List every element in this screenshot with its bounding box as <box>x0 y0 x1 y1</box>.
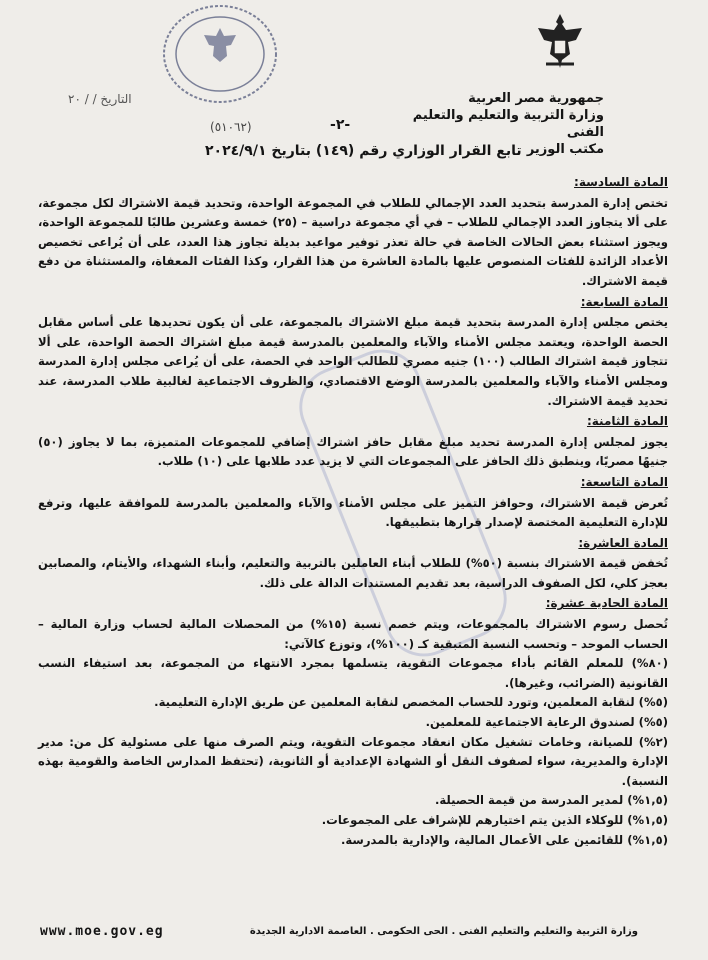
articles-body <box>38 172 668 850</box>
reference-code: (٥١٠٦٢) <box>210 120 252 134</box>
article-paragraph: يختص مجلس إدارة المدرسة بتحديد قيمة مبلغ الاشتراك بالمجموعة، على أن يكون تحديدها على أساس مقابل الحصة الواحدة، ويعتمد مجلس الأمناء والآباء والمعلمين بالمدرسة قيمة مبلغ اشتراك الحصة الواحدة، على ألا تتجاوز قيمة اشتراك الطالب (١٠٠) جنيه مصري للطالب الواحد في الحصة، على أن يُراعى مجلس إدارة المدرسة ومجلس الأمناء والآباء والمعلمين بالمدرسة الوضع الاقتصادي، والظروف الاجتماعية لغالبية طلاب المدرسة، عند تحديد قيمة الاشتراك. <box>38 315 668 408</box>
article-heading: المادة التاسعة: <box>580 474 668 489</box>
decree-title: تابع القرار الوزاري رقم (١٤٩) بتاريخ ٢٠٢٤/٩/١ <box>205 143 522 159</box>
date-field: التاريخ / / ٢٠ <box>68 92 132 106</box>
website-link[interactable]: www.moe.gov.eg <box>40 924 164 939</box>
article-paragraph: تُخفض قيمة الاشتراك بنسبة (٥٠%) للطلاب أبناء العاملين بالتربية والتعليم، وأبناء الشهداء، والأيتام، والمصابين بعجز كلي، لكل الصفوف الدراسية، بعد تقديم المستندات الدالة على ذلك. <box>38 556 668 590</box>
article-heading: المادة السابعة: <box>580 294 668 309</box>
article-paragraph: تُحصل رسوم الاشتراك بالمجموعات، ويتم خصم نسبة (١٥%) من المحصلات المالية لحساب وزارة المالية – الحساب الموحد – وتحسب النسبة المتبقية كـ (١٠٠%)، وتوزع كالآتي: <box>38 617 668 651</box>
distribution-item: (٨٠%) للمعلم القائم بأداء مجموعات التقوية، يتسلمها بمجرد الانتهاء من المجموعة، بعد استيفاء النسب القانونية (الضرائب، وغيرها). <box>38 656 668 690</box>
office-name: مكتب الوزير <box>526 142 604 157</box>
page-footer <box>40 924 638 946</box>
article-heading: المادة السادسة: <box>574 175 668 189</box>
page-number: -٢- <box>330 117 351 133</box>
article-heading: المادة الثامنة: <box>586 414 668 429</box>
ministry-address: وزارة التربية والتعليم والتعليم الفنى . الحى الحكومى . العاصمة الادارية الجديدة <box>249 926 638 937</box>
article-heading: المادة العاشرة: <box>578 535 668 550</box>
article-heading: المادة الحادية عشرة: <box>545 596 668 611</box>
official-seal-icon <box>160 2 280 112</box>
distribution-item: (٢%) للصيانة، وخامات تشغيل مكان انعقاد مجموعات التقوية، ويتم الصرف منها على مسئولية كل من: مدير الإدارة والمديرية، سواء لصفوف النقل أو الشهادة الإعدادية أو الثانوية، (تحتفظ المدارس الخاصة والقومية بهذه النسبة). <box>38 734 668 788</box>
distribution-item: (١,٥%) للقائمين على الأعمال المالية، والإدارية بالمدرسة. <box>341 832 668 847</box>
ministry-name: وزارة التربية والتعليم والتعليم الفنى <box>412 108 604 140</box>
distribution-item: (١,٥%) للوكلاء الذين يتم اختيارهم للإشراف على المجموعات. <box>321 813 668 827</box>
distribution-item: (٥%) لصندوق الرعاية الاجتماعية للمعلمين. <box>425 715 668 730</box>
eagle-crest-icon <box>532 10 588 72</box>
distribution-item: (٥%) لنقابة المعلمين، وتورد للحساب المخصص لنقابة المعلمين عن طريق الإدارة التعليمية. <box>154 695 668 710</box>
republic-name: جمهورية مصر العربية <box>468 91 604 106</box>
article-paragraph: تختص إدارة المدرسة بتحديد العدد الإجمالي للطلاب في المجموعة الواحدة، وتحديد قيمة الاشتراك لكل مجموعة، على ألا يتجاوز العدد الإجمالي للطلاب – في أي مجموعة دراسية – (٢٥) خمسة وعشرين طالبًا للمجموعة الواحدة، ويجوز استثناء بعض الحالات الخاصة في حالة تعذر توفير مواعيد بديلة تجاوز هذا العدد، على أن يُراعى تخصيص الأعداد الزائدة للفئات المنصوص عليها بالمادة العاشرة من هذا القرار، وكذا الفئات المعفاة، والمستثناة من دفع قيمة الاشتراك. <box>38 195 668 288</box>
article-paragraph: تُعرض قيمة الاشتراك، وحوافز التميز على مجلس الأمناء والآباء والمعلمين بالمدرسة للموافقة عليها، وترفع للإدارة التعليمية المختصة لإصدار قرارها بتطبيقها. <box>38 495 668 530</box>
distribution-item: (١,٥%) لمدير المدرسة من قيمة الحصيلة. <box>434 793 668 808</box>
article-paragraph: يجوز لمجلس إدارة المدرسة تحديد مبلغ مقابل حافز اشتراك إضافي للمجموعات المتميزة، بما لا يجاوز (٥٠) جنيهًا مصريًا، وينطبق ذلك الحافز على المجموعات التي لا يزيد عدد طلابها على (١٠) طلاب. <box>38 434 668 469</box>
